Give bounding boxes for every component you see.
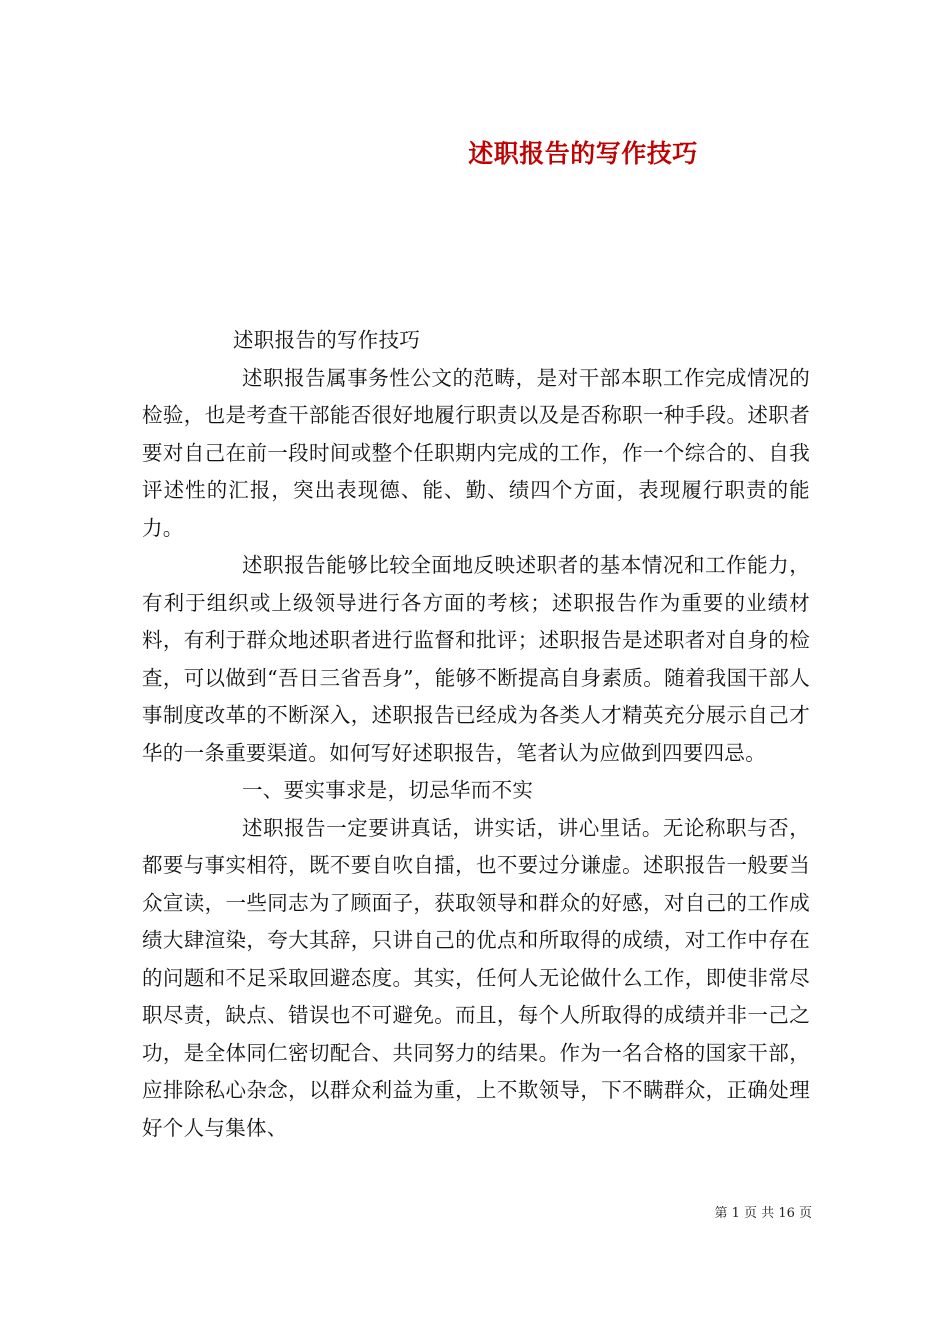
paragraph-3: 述职报告一定要讲真话，讲实话，讲心里话。无论称职与否，都要与事实相符，既不要自吹自擂，也不要过分谦虚。述职报告一般要当众宣读，一些同志为了顾面子，获取领导和群众的好感，对自己的工作成绩大肆渲染，夸大其辞，只讲自己的优点和所取得的成绩，对工作中存在的问题和不足采取回避态度。其实，任何人无论做什么工作，即使非常尽职尽责，缺点、错误也不可避免。而且，每个人所取得的成绩并非一己之功，是全体同仁密切配合、共同努力的结果。作为一名合格的国家干部，应排除私心杂念，以群众利益为重，上不欺领导，下不瞒群众，正确处理好个人与集体、 xyxy=(142,815,810,1140)
paragraph-1: 述职报告属事务性公文的范畴，是对干部本职工作完成情况的检验，也是考查干部能否很好地履行职责以及是否称职一种手段。述职者要对自己在前一段时间或整个任职期内完成的工作，作一个综合的、自我评述性的汇报，突出表现德、能、勤、绩四个方面，表现履行职责的能力。 xyxy=(142,365,810,540)
document-subtitle: 述职报告的写作技巧 xyxy=(233,328,421,352)
document-body xyxy=(142,322,810,1147)
section-heading-1: 一、要实事求是，切忌华而不实 xyxy=(242,778,534,802)
page-title: 述职报告的写作技巧 xyxy=(468,139,698,168)
page-number: 第 1 页 共 16 页 xyxy=(714,1206,812,1221)
paragraph-2: 述职报告能够比较全面地反映述职者的基本情况和工作能力，有利于组织或上级领导进行各方面的考核；述职报告作为重要的业绩材料，有利于群众地述职者进行监督和批评；述职报告是述职者对自身的检查，可以做到“吾日三省吾身”，能够不断提高自身素质。随着我国干部人事制度改革的不断深入，述职报告已经成为各类人才精英充分展示自己才华的一条重要渠道。如何写好述职报告，笔者认为应做到四要四忌。 xyxy=(142,553,810,765)
